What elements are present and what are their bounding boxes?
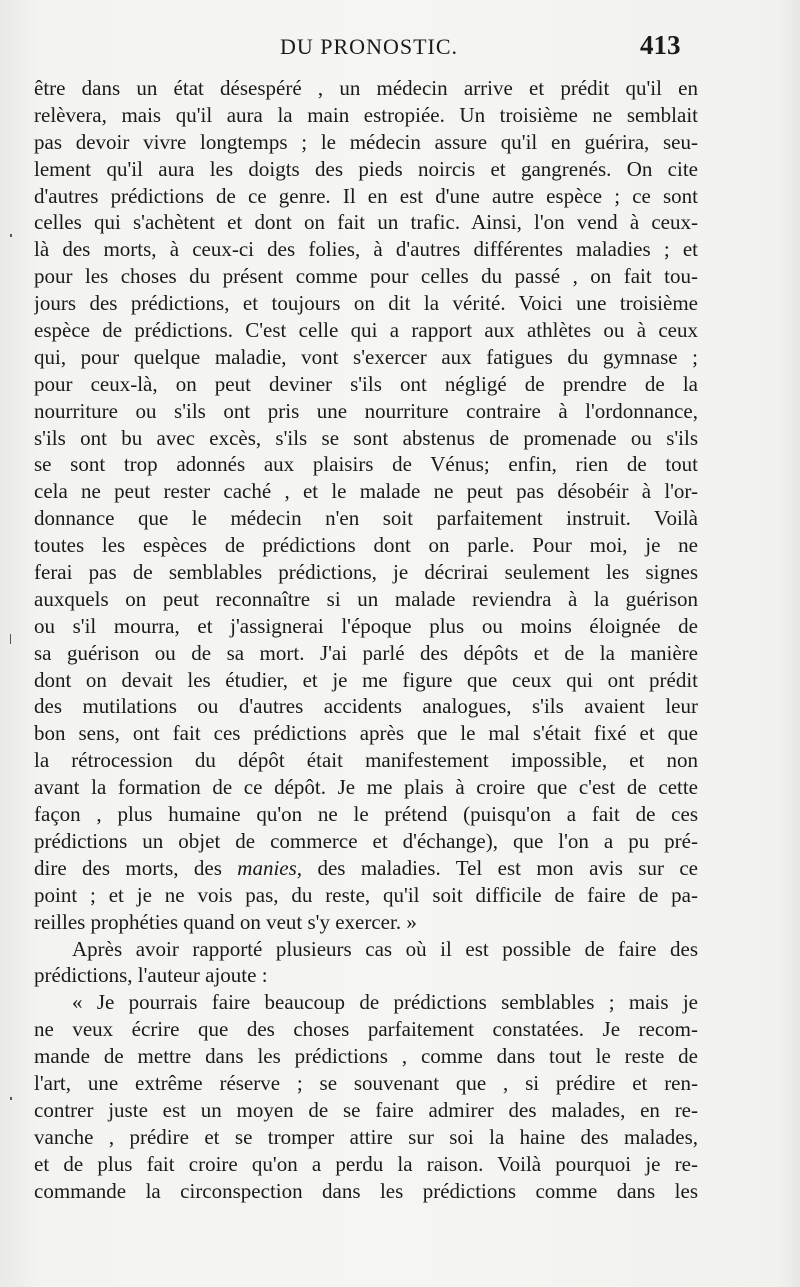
running-head <box>0 30 800 64</box>
text-line <box>34 183 698 210</box>
text-span: Après avoir rapporté plusieurs cas où il est possible de faire des <box>72 936 698 961</box>
margin-mark <box>10 634 11 644</box>
text-span: pour ceux-là, on peut deviner s'ils ont négligé de prendre de la <box>34 371 698 396</box>
text-line <box>34 559 698 586</box>
text-line <box>34 344 698 371</box>
text-span: relèvera, mais qu'il aura la main estropiée. Un troisième ne semblait <box>34 102 698 127</box>
text-line <box>34 478 698 505</box>
text-line <box>34 774 698 801</box>
text-line <box>34 962 698 989</box>
text-line <box>34 1043 698 1070</box>
text-line <box>34 1124 698 1151</box>
text-span: cela ne peut rester caché , et le malade ne peut pas désobéir à l'or- <box>34 479 698 504</box>
text-line <box>34 290 698 317</box>
text-line <box>34 532 698 559</box>
text-line <box>34 236 698 263</box>
text-line <box>34 613 698 640</box>
text-span: contrer juste est un moyen de se faire admirer des malades, en re- <box>34 1097 698 1122</box>
text-line <box>34 1178 698 1205</box>
text-span: façon , plus humaine qu'on ne le prétend (puisqu'on a fait de ces <box>34 802 698 827</box>
text-span: toutes les espèces de prédictions dont on parle. Pour moi, je ne <box>34 533 698 558</box>
text-line <box>34 693 698 720</box>
text-line <box>34 75 698 102</box>
text-span: pour les choses du présent comme pour celles du passé , on fait tou- <box>34 264 698 289</box>
text-span: point ; et je ne vois pas, du reste, qu'il soit difficile de faire de pa- <box>34 882 698 907</box>
text-span: ou s'il mourra, et j'assignerai l'époque plus ou moins éloignée de <box>34 613 698 638</box>
text-span: dire des morts, des <box>34 855 222 880</box>
text-span: être dans un état désespéré , un médecin arrive et prédit qu'il en <box>34 76 698 100</box>
text-span: pas devoir vivre longtemps ; le médecin assure qu'il en guérira, seu- <box>34 129 698 154</box>
text-span: s'ils ont bu avec excès, s'ils se sont abstenus de promenade ou s'ils <box>34 425 698 450</box>
body-text <box>34 75 698 1204</box>
text-span: vanche , prédire et se tromper attire sur soi la haine des malades, <box>34 1124 698 1149</box>
text-span: se sont trop adonnés aux plaisirs de Vénus; enfin, rien de tout <box>34 452 698 477</box>
text-line <box>34 129 698 156</box>
text-span: des mutilations ou d'autres accidents analogues, s'ils avaient leur <box>34 694 698 719</box>
text-line <box>34 801 698 828</box>
text-line <box>34 102 698 129</box>
text-span: prédictions un objet de commerce et d'échange), que l'on a pu pré- <box>34 828 698 853</box>
text-span: d'autres prédictions de ce genre. Il en est d'une autre espèce ; ce sont <box>34 183 698 208</box>
text-line <box>34 398 698 425</box>
text-span: ferai pas de semblables prédictions, je décrirai seulement les signes <box>34 560 698 585</box>
text-span: dont on devait les étudier, et je me figure que ceux qui ont prédit <box>34 667 698 692</box>
text-line <box>34 855 698 882</box>
text-line <box>34 667 698 694</box>
page-number: 413 <box>640 30 681 60</box>
text-line <box>34 371 698 398</box>
text-span: « Je pourrais faire beaucoup de prédictions semblables ; mais je <box>72 990 698 1015</box>
text-span: reilles prophéties quand on veut s'y exercer. » <box>34 909 417 934</box>
text-span: commande la circonspection dans les prédictions comme dans les <box>34 1178 698 1203</box>
text-line <box>34 263 698 290</box>
text-line <box>34 317 698 344</box>
text-span: lement qu'il aura les doigts des pieds noircis et gangrenés. On cite <box>34 156 698 181</box>
text-line <box>34 828 698 855</box>
margin-mark <box>10 1097 12 1100</box>
running-title: DU PRONOSTIC. <box>280 34 459 59</box>
text-span: ne veux écrire que des choses parfaitement constatées. Je recom- <box>34 1017 698 1042</box>
margin-mark <box>10 234 12 237</box>
text-span: sa guérison ou de sa mort. J'ai parlé des dépôts et de la manière <box>34 640 698 665</box>
text-span: là des morts, à ceux-ci des folies, à d'autres différentes maladies ; et <box>34 237 698 262</box>
text-line <box>34 1097 698 1124</box>
text-span: prédictions, l'auteur ajoute : <box>34 963 268 988</box>
text-span: bon sens, ont fait ces prédictions après que le mal s'était fixé et que <box>34 721 698 746</box>
text-span: auxquels on peut reconnaître si un malade reviendra à la guérison <box>34 586 698 611</box>
text-line <box>34 989 698 1016</box>
text-span: donnance que le médecin n'en soit parfaitement instruit. Voilà <box>34 506 698 531</box>
text-line <box>34 909 698 936</box>
text-span: espèce de prédictions. C'est celle qui a rapport aux athlètes ou à ceux <box>34 318 698 343</box>
text-span: celles qui s'achètent et dont on fait un trafic. Ainsi, l'on vend à ceux- <box>34 210 698 235</box>
italic-word: manies, <box>237 855 303 880</box>
text-span: jours des prédictions, et toujours on dit la vérité. Voici une troisième <box>34 291 698 316</box>
text-line <box>34 747 698 774</box>
text-line <box>34 936 698 963</box>
text-span: la rétrocession du dépôt était manifestement impossible, et non <box>34 748 698 773</box>
text-line <box>34 882 698 909</box>
text-line <box>34 156 698 183</box>
text-span: des maladies. Tel est mon avis sur ce <box>302 855 698 880</box>
text-span: nourriture ou s'ils ont pris une nourriture contraire à l'ordonnance, <box>34 398 698 423</box>
text-line <box>34 1070 698 1097</box>
text-line <box>34 451 698 478</box>
text-span: et de plus fait croire qu'on a perdu la raison. Voilà pourquoi je re- <box>34 1151 698 1176</box>
text-line <box>34 720 698 747</box>
text-line <box>34 586 698 613</box>
text-line <box>34 505 698 532</box>
text-span: mande de mettre dans les prédictions , comme dans tout le reste de <box>34 1044 698 1069</box>
text-span: avant la formation de ce dépôt. Je me plais à croire que c'est de cette <box>34 775 698 800</box>
text-line <box>34 640 698 667</box>
text-line <box>34 209 698 236</box>
text-line <box>34 1151 698 1178</box>
text-span: l'art, une extrême réserve ; se souvenant que , si prédire et ren- <box>34 1070 698 1095</box>
text-line <box>34 425 698 452</box>
text-span: qui, pour quelque maladie, vont s'exercer aux fatigues du gymnase ; <box>34 344 698 369</box>
text-line <box>34 1016 698 1043</box>
